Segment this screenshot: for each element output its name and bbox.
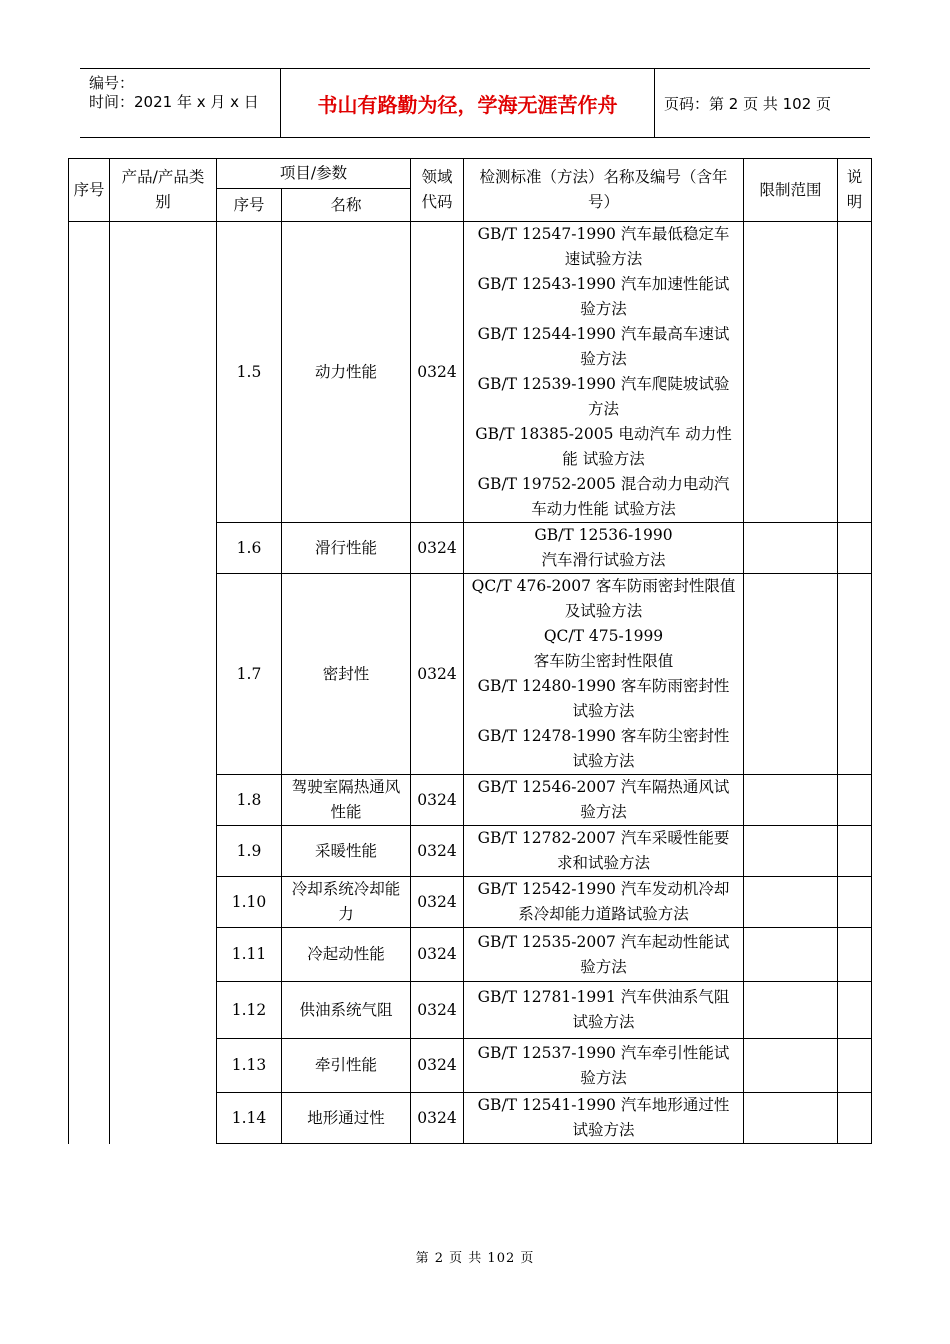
standard-line: QC/T 475-1999 <box>543 627 664 645</box>
domain-code: 0324 <box>411 982 464 1039</box>
item-seq: 1.6 <box>217 523 282 574</box>
standard-line: GB/T 12541-1990 汽车地形通过性试验方法 <box>477 1096 730 1139</box>
item-name: 驾驶室隔热通风性能 <box>282 775 411 826</box>
standard-line: 汽车滑行试验方法 <box>541 551 666 569</box>
standard-cell <box>464 775 744 826</box>
standard-line: GB/T 12782-2007 汽车采暖性能要求和试验方法 <box>477 829 730 872</box>
standard-line: GB/T 19752-2005 混合动力电动汽车动力性能 试验方法 <box>477 475 730 518</box>
domain-code: 0324 <box>411 826 464 877</box>
header-sub-name: 名称 <box>282 189 411 222</box>
standard-line: QC/T 476-2007 客车防雨密封性限值及试验方法 <box>471 577 736 620</box>
limit-cell <box>744 826 838 877</box>
item-name: 牵引性能 <box>282 1039 411 1093</box>
header-product: 产品/产品类别 <box>110 159 217 222</box>
item-name: 密封性 <box>282 574 411 775</box>
item-name: 供油系统气阻 <box>282 982 411 1039</box>
standard-line: GB/T 18385-2005 电动汽车 动力性能 试验方法 <box>475 425 732 468</box>
standard-line: GB/T 12547-1990 汽车最低稳定车速试验方法 <box>477 225 730 268</box>
note-cell <box>838 574 872 775</box>
number-label: 编号： <box>89 74 135 92</box>
domain-code: 0324 <box>411 523 464 574</box>
standards-table <box>68 158 872 1144</box>
note-cell <box>838 222 872 523</box>
standard-cell <box>464 1039 744 1093</box>
note-cell <box>838 1093 872 1144</box>
item-name: 冷起动性能 <box>282 928 411 982</box>
item-name: 采暖性能 <box>282 826 411 877</box>
header-seq: 序号 <box>69 159 110 222</box>
note-cell <box>838 1039 872 1093</box>
standard-cell <box>464 523 744 574</box>
limit-cell <box>744 222 838 523</box>
header-limit: 限制范围 <box>744 159 838 222</box>
item-seq: 1.13 <box>217 1039 282 1093</box>
note-cell <box>838 928 872 982</box>
limit-cell <box>744 1039 838 1093</box>
domain-code: 0324 <box>411 775 464 826</box>
limit-cell <box>744 574 838 775</box>
group-product-cell <box>110 222 217 1144</box>
item-seq: 1.9 <box>217 826 282 877</box>
item-seq: 1.14 <box>217 1093 282 1144</box>
limit-cell <box>744 1093 838 1144</box>
standard-line: GB/T 12543-1990 汽车加速性能试验方法 <box>477 275 730 318</box>
domain-code: 0324 <box>411 1039 464 1093</box>
domain-code: 0324 <box>411 928 464 982</box>
domain-code: 0324 <box>411 877 464 928</box>
limit-cell <box>744 982 838 1039</box>
time-label: 时间：2021 年 x 月 x 日 <box>89 93 259 111</box>
limit-cell <box>744 928 838 982</box>
note-cell <box>838 775 872 826</box>
item-name: 动力性能 <box>282 222 411 523</box>
standard-cell <box>464 1093 744 1144</box>
item-seq: 1.11 <box>217 928 282 982</box>
item-name: 滑行性能 <box>282 523 411 574</box>
group-seq-cell <box>69 222 110 1144</box>
standard-line: 客车防尘密封性限值 <box>533 652 674 670</box>
header-note: 说明 <box>838 159 872 222</box>
header-domain-code: 领域代码 <box>411 159 464 222</box>
page-header <box>80 68 870 138</box>
standard-line: GB/T 12535-2007 汽车起动性能试验方法 <box>477 932 730 976</box>
item-seq: 1.8 <box>217 775 282 826</box>
standard-line: GB/T 12781-1991 汽车供油系气阻试验方法 <box>477 988 730 1031</box>
item-seq: 1.5 <box>217 222 282 523</box>
page-footer: 第 2 页 共 102 页 <box>415 1251 535 1266</box>
note-cell <box>838 826 872 877</box>
domain-code: 0324 <box>411 574 464 775</box>
standard-cell <box>464 222 744 523</box>
standard-line: GB/T 12546-2007 汽车隔热通风试验方法 <box>477 778 730 821</box>
standard-line: GB/T 12544-1990 汽车最高车速试验方法 <box>477 325 730 368</box>
header-item-param: 项目/参数 <box>217 159 411 189</box>
standard-cell <box>464 928 744 982</box>
item-seq: 1.10 <box>217 877 282 928</box>
standard-line: GB/T 12542-1990 汽车发动机冷却系冷却能力道路试验方法 <box>477 880 730 923</box>
standard-cell <box>464 877 744 928</box>
limit-cell <box>744 775 838 826</box>
limit-cell <box>744 877 838 928</box>
header-sub-seq: 序号 <box>217 189 282 222</box>
note-cell <box>838 982 872 1039</box>
motto: 书山有路勤为径，学海无涯苦作舟 <box>281 69 655 137</box>
note-cell <box>838 523 872 574</box>
standard-cell <box>464 826 744 877</box>
limit-cell <box>744 523 838 574</box>
standard-cell <box>464 574 744 775</box>
standard-line: GB/T 12539-1990 汽车爬陡坡试验方法 <box>477 375 730 418</box>
table-row <box>69 222 872 523</box>
standard-line: GB/T 12536-1990 <box>534 526 673 544</box>
item-name: 冷却系统冷却能力 <box>282 877 411 928</box>
domain-code: 0324 <box>411 1093 464 1144</box>
note-cell <box>838 877 872 928</box>
standard-line: GB/T 12478-1990 客车防尘密封性试验方法 <box>477 727 730 770</box>
table-body <box>69 222 872 1144</box>
header-meta <box>80 69 281 137</box>
domain-code: 0324 <box>411 222 464 523</box>
item-seq: 1.7 <box>217 574 282 775</box>
header-standard: 检测标准（方法）名称及编号（含年号） <box>464 159 744 222</box>
item-seq: 1.12 <box>217 982 282 1039</box>
standard-line: GB/T 12480-1990 客车防雨密封性试验方法 <box>477 677 730 720</box>
page-label: 页码：第 2 页 共 102 页 <box>664 94 832 113</box>
standard-line: GB/T 12537-1990 汽车牵引性能试验方法 <box>477 1043 730 1087</box>
item-name: 地形通过性 <box>282 1093 411 1144</box>
standard-cell <box>464 982 744 1039</box>
